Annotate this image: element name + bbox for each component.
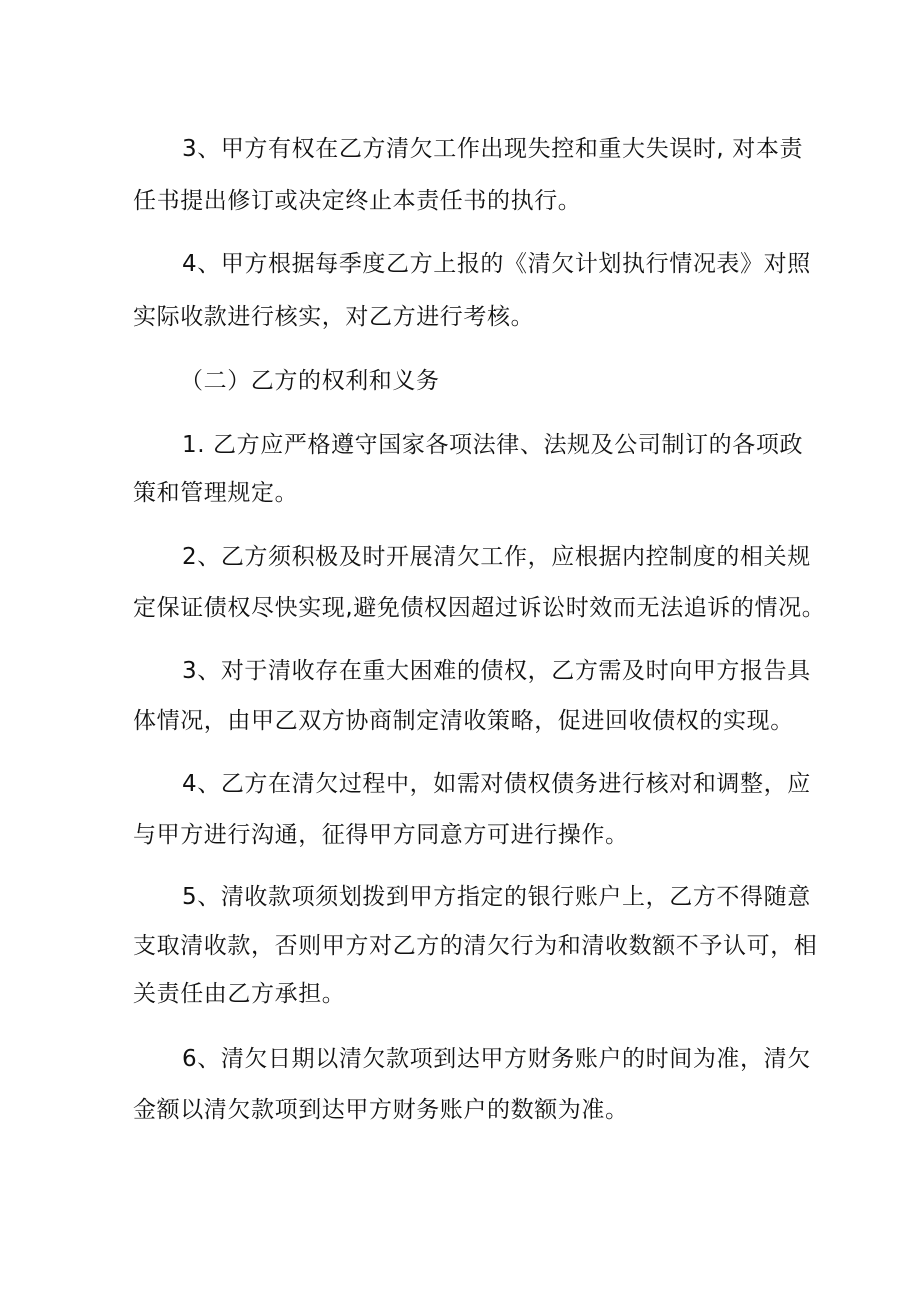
text-line: 4、乙方在清欠过程中，如需对债权债务进行核对和调整，应: [182, 771, 811, 797]
text-line: 2、乙方须积极及时开展清欠工作，应根据内控制度的相关规: [182, 544, 811, 570]
text-line: 1. 乙方应严格遵守国家各项法律、法规及公司制订的各项政: [182, 432, 804, 458]
text-line: 任书提出修订或决定终止本责任书的执行。: [133, 188, 582, 214]
text-line: 3、甲方有权在乙方清欠工作出现失控和重大失误时, 对本责: [182, 136, 804, 162]
text-line: 与甲方进行沟通，征得甲方同意方可进行操作。: [133, 822, 629, 848]
text-line: 4、甲方根据每季度乙方上报的《清欠计划执行情况表》对照: [182, 251, 811, 277]
text-line: 策和管理规定。: [133, 480, 299, 506]
text-line: 实际收款进行核实，对乙方进行考核。: [133, 304, 535, 330]
text-line: 6、清欠日期以清欠款项到达甲方财务账户的时间为准，清欠: [182, 1046, 811, 1072]
text-line: 关责任由乙方承担。: [133, 981, 346, 1007]
text-line: 金额以清欠款项到达甲方财务账户的数额为准。: [133, 1097, 629, 1123]
text-line: 5、清收款项须划拨到甲方指定的银行账户上，乙方不得随意: [182, 884, 811, 910]
section-heading-text: （二）乙方的权利和义务: [180, 368, 440, 394]
text-line: 3、对于清收存在重大困难的债权，乙方需及时向甲方报告具: [182, 658, 811, 684]
text-line: 定保证债权尽快实现,避免债权因超过诉讼时效而无法追诉的情况。: [133, 595, 826, 621]
text-line: 支取清收款，否则甲方对乙方的清欠行为和清收数额不予认可，相: [133, 933, 818, 959]
text-line: 体情况，由甲乙双方协商制定清收策略，促进回收债权的实现。: [133, 708, 794, 734]
